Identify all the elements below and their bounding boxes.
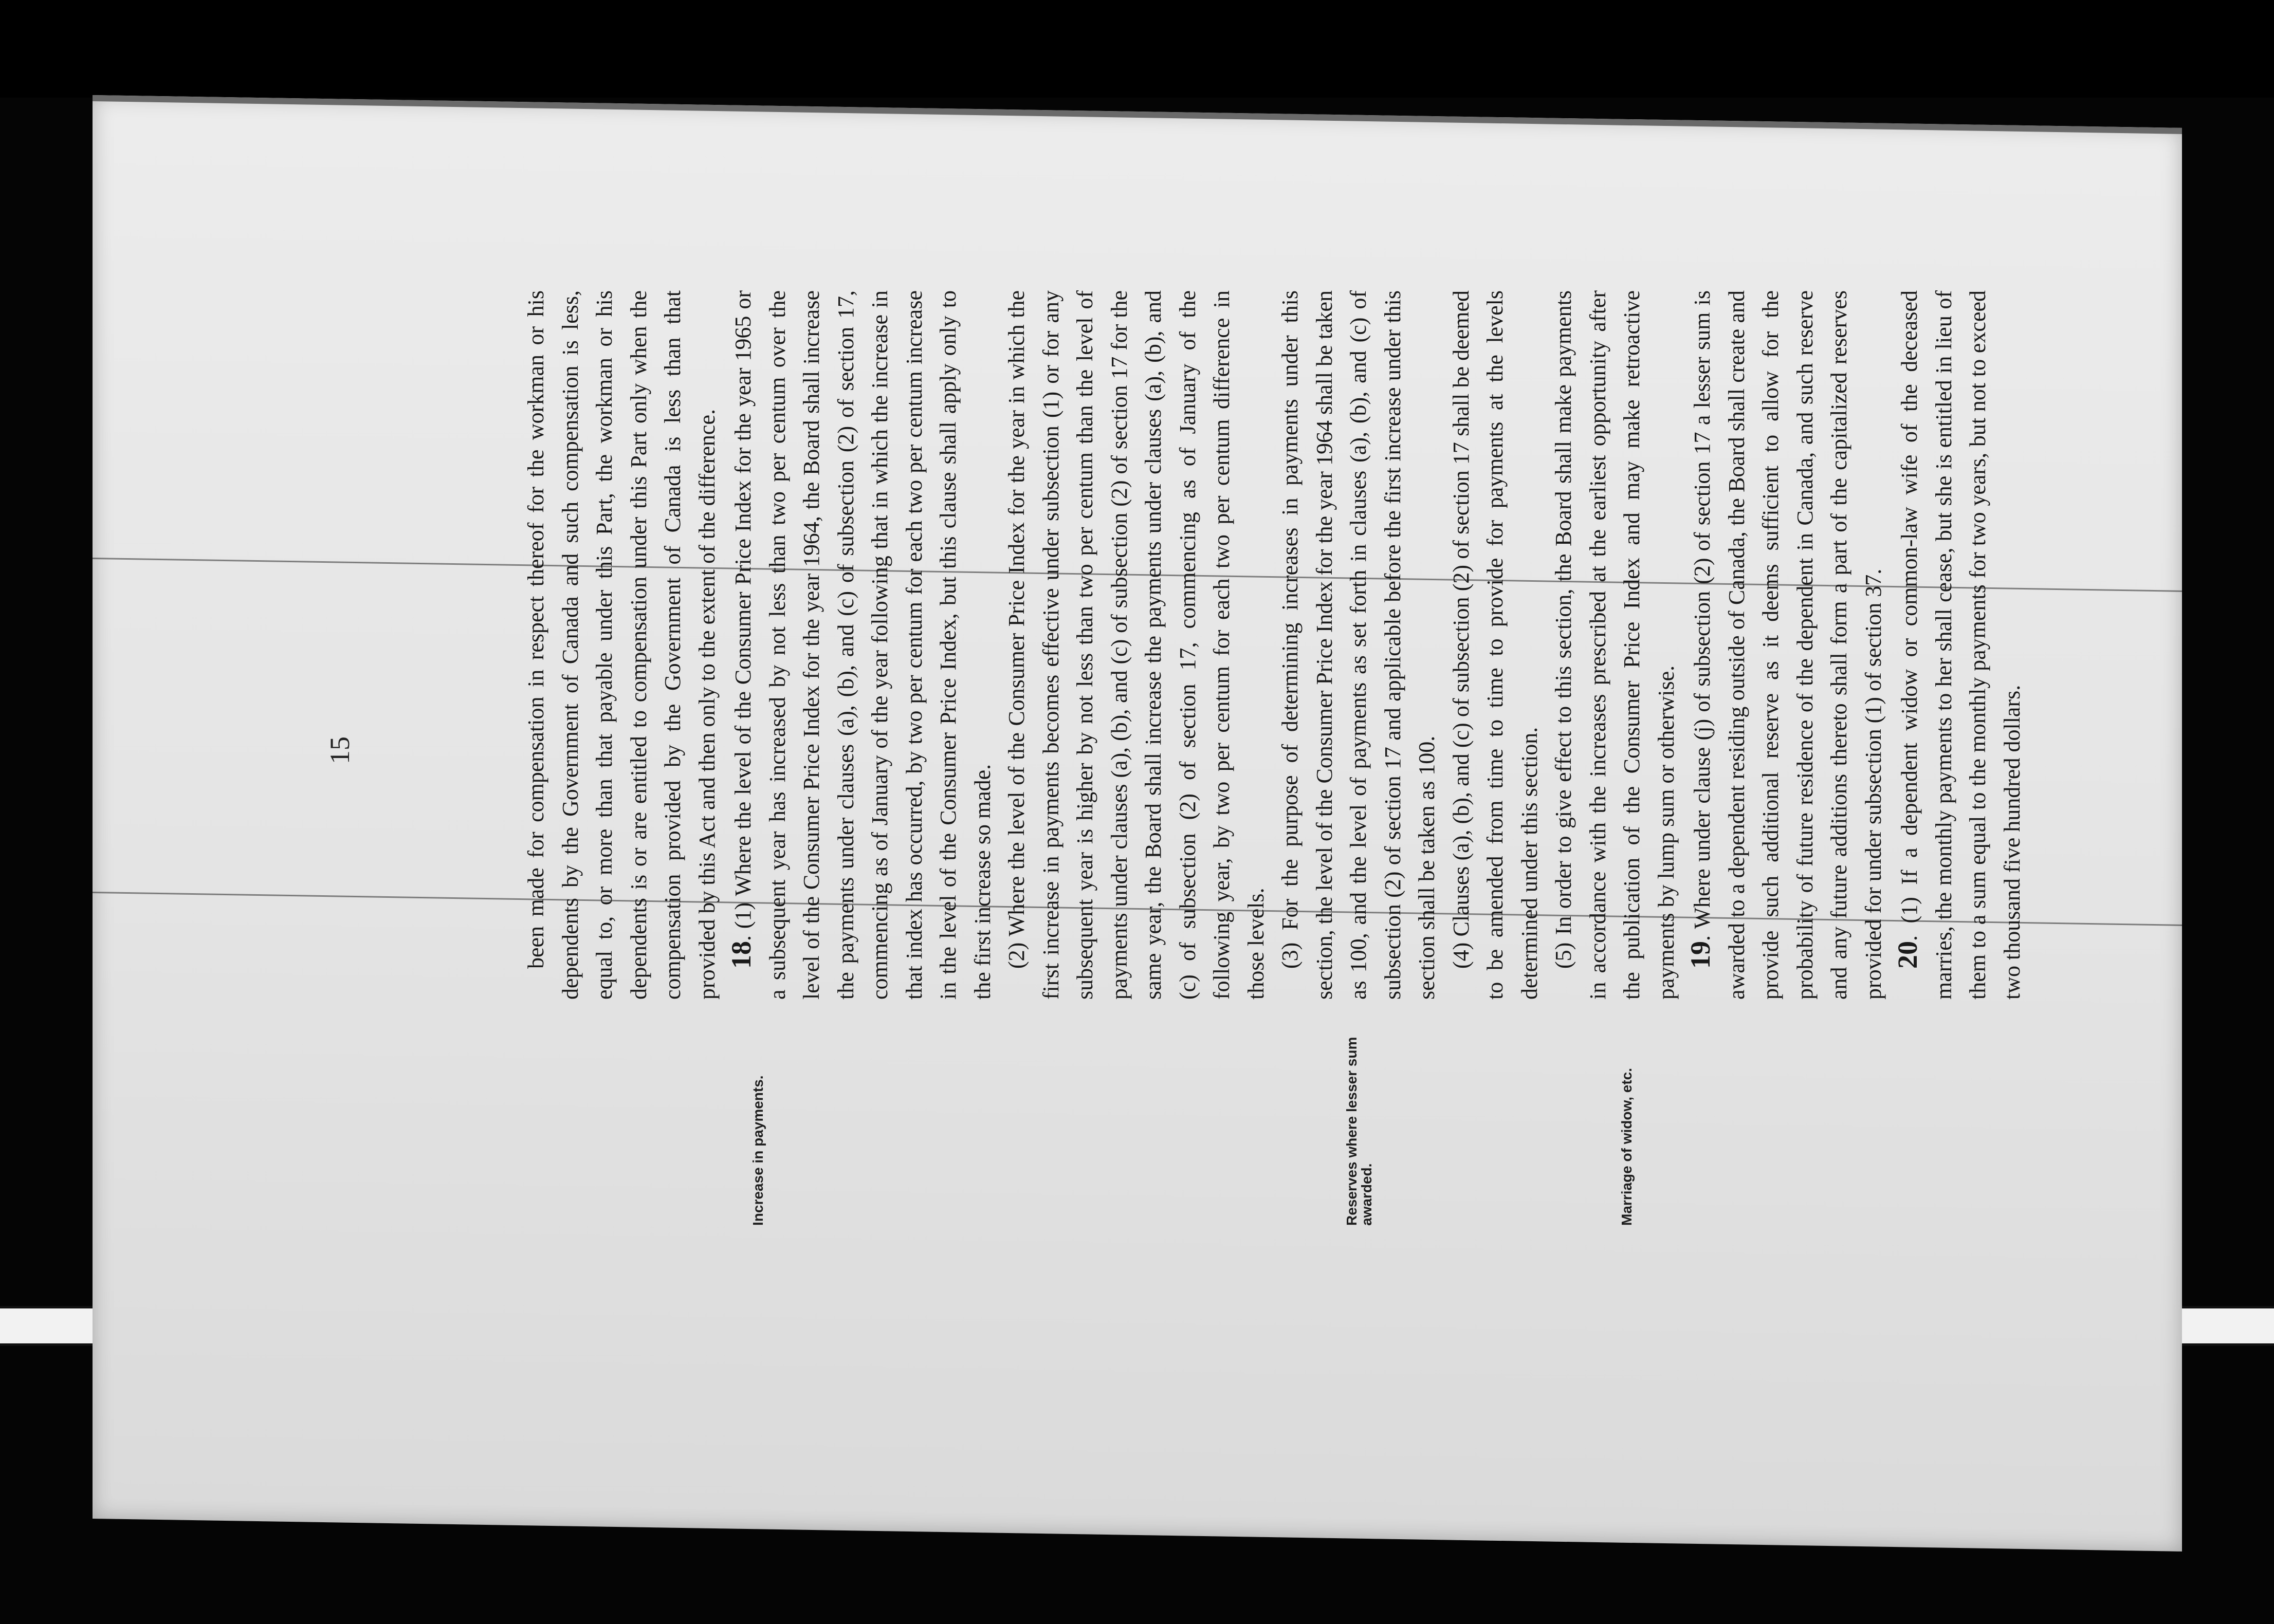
continuation-paragraph: been made for compensation in respect thereof for the workman or his dependents by the Government of Canada and such compensation is less, equal to, or more than that payable under this Part, the workman or his dependents is or are entitled to compensation under this Part only when the compensation provided by the Government of Canada is less than that provided by this Act and then only to the extent of the difference. — [523, 290, 720, 1000]
section-18-subsection-1 — [724, 290, 1000, 1000]
section-18-subsection-2: (2) Where the level of the Consumer Price Index for the year in which the first increase in payments becomes effective under subsection (1) or for any subsequent year is higher by not less than two per centum than the level of payments under clauses (a), (b), and (c) of subsection (2) of section 17 for the same year, the Board shall increase the payments under clauses (a), (b), and (c) of subsection (2) of section 17, commencing as of January of the following year, by two per centum for each two per centum difference in those levels. — [1004, 290, 1269, 1000]
section-20-text: . (1) If a dependent widow or common-law wife of the deceased marries, the monthly payments to her shall cease, but she is entitled in lieu of them to a sum equal to the monthly payments for two years, but not to exceed two thousand five hundred dollars. — [1897, 290, 2025, 1000]
section-18-subsection-5: (5) In order to give effect to this section, the Board shall make payments in accordance with the increases prescribed at the earliest opportunity after the publication of the Consumer Price Index and may make retroactive payments by lump sum or otherwise. — [1551, 290, 1679, 1000]
page-number: 15 — [324, 736, 355, 764]
section-18-1-text: . (1) Where the level of the Consumer Price Index for the year 1965 or a subsequent year has increased by not less than two per centum over the level of the Consumer Price Index for the year 1964, the Board shall increase the payments under clauses (a), (b), and (c) of subsection (2) of section 17, commencing as of January of the year following that in which the increase in that index has occurred, by two per centum for each two per centum increase in the level of the Consumer Price Index, but this clause shall apply only to the first increase so made. — [730, 290, 995, 1000]
section-18-subsection-3: (3) For the purpose of determining increases in payments under this section, the level of the Consumer Price Index for the year 1964 shall be taken as 100, and the level of payments as set forth in clauses (a), (b), and (c) of subsection (2) of section 17 and applicable before the first increase under this section shall be taken as 100. — [1277, 290, 1439, 1000]
margin-note-increase-in-payments: Increase in payments. — [750, 1075, 766, 1226]
section-20-paragraph — [1891, 290, 2029, 1000]
section-19-paragraph — [1683, 290, 1891, 1000]
section-number-19: 19 — [1685, 941, 1716, 969]
scanner-top-border — [0, 0, 2274, 98]
margin-note-marriage-of-widow: Marriage of widow, etc. — [1619, 1067, 1635, 1226]
section-number-20: 20 — [1892, 941, 1923, 969]
margin-note-reserves: Reserves where lesser sum awarded. — [1344, 1037, 1375, 1226]
page-top-edge — [93, 95, 2182, 134]
document-body — [519, 290, 2029, 1000]
section-number-18: 18 — [726, 941, 757, 969]
section-18-subsection-4: (4) Clauses (a), (b), and (c) of subsection (2) of section 17 shall be deemed to be amended from time to time to provide for payments at the levels determined under this section. — [1448, 290, 1542, 1000]
film-edge-left — [0, 1306, 98, 1346]
section-19-text: . Where under clause (j) of subsection (2) of section 17 a lesser sum is awarded to a dependent residing outside of Canada, the Board shall create and provide such additional reserve as it deems sufficient to allow for the probability of future residence of the dependent in Canada, and such reserve and any future additions thereto shall form a part of the capitalized reserves provided for under subsection (1) of section 37. — [1690, 290, 1886, 1000]
rotated-document-page — [231, 275, 2025, 1226]
